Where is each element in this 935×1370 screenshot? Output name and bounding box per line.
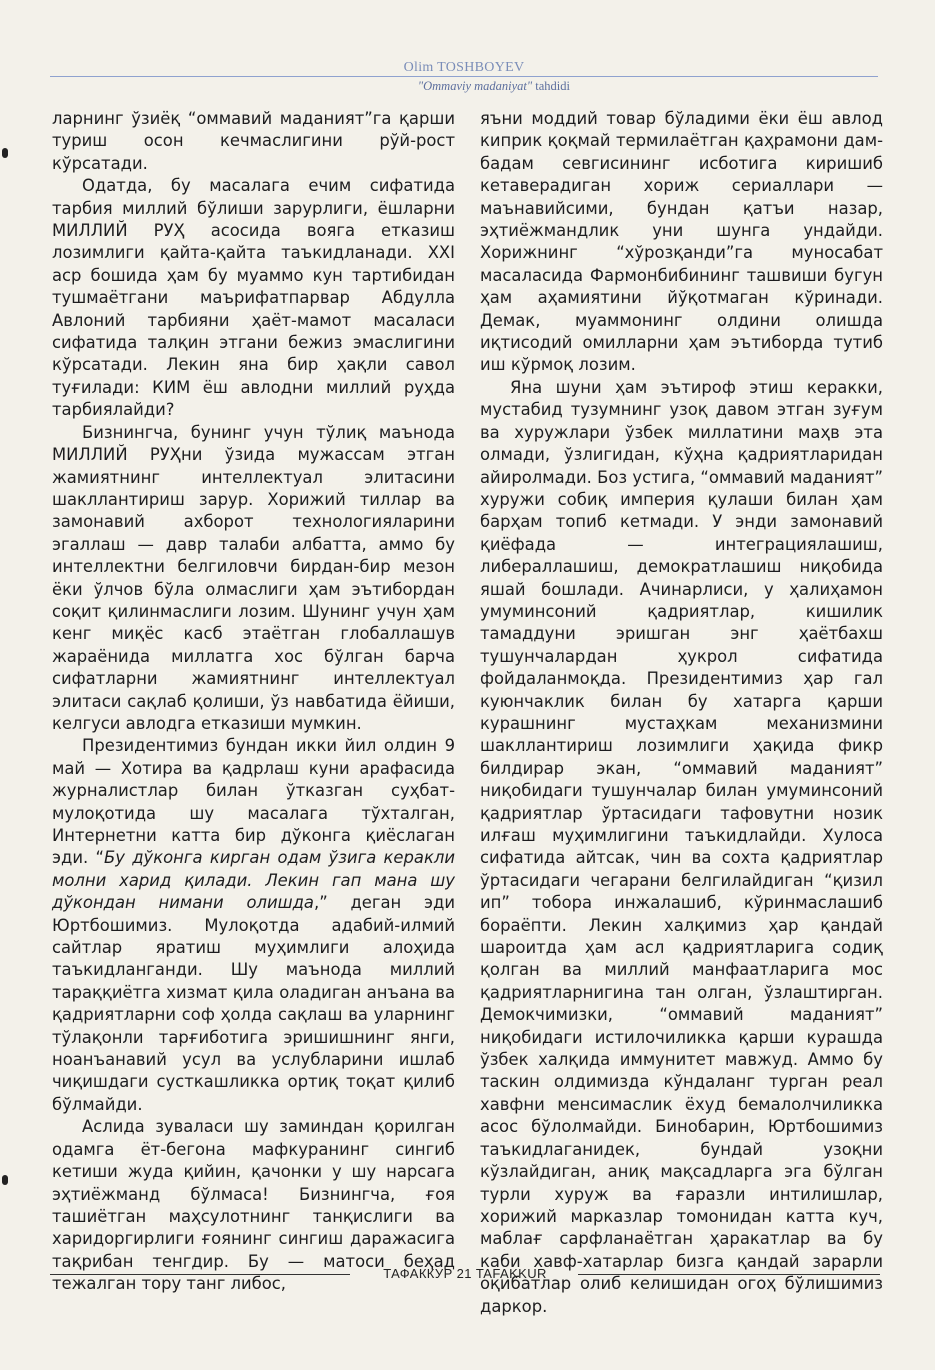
footer-rule-right <box>578 1274 880 1275</box>
paragraph: Аслида зуваласи шу заминдан қорилган одамга ёт-бегона мафкуранинг сингиб кетиши жуда қийин, қачонки у шу нарсага эҳтиёжманд бўлмаса! Бизнингча, ғоя ташиётган маҳсулотнинг танқислиги ва харидоргирлиги ғоянинг сингиш даражасига тақрибан тенгдир. Бу — матоси беҳад тежалган тору танг либос, <box>52 1117 455 1294</box>
header-author: Olim TOSHBOYEV <box>403 60 525 75</box>
paragraph: ларнинг ўзиёқ “оммавий маданият”га қарши туриш осон кечмаслигини рўй-рост кўрсатади. <box>52 109 455 173</box>
paragraph: Бизнингча, бунинг учун тўлиқ маънода МИЛЛИЙ РУҲни ўзида мужассам этган жамиятнинг интеллектуал элитасини шакллантириш зарур. Хорижий тиллар ва замонавий ахборот технологияларини эгаллаш — давр талаби албатта, аммо бу интеллектни белгиловчи бирдан-бир мезон ёки ўлчов бўла олмаслиги ҳам эътибордан соқит қилинмаслиги лозим. Шунинг учун ҳам кенг миқёс касб этаётган глобаллашув жараёнида миллатга хос бўлган барча сифатларни жамиятнинг интеллектуал элитаси сақлаб қолиши, ўз навбатида ёйиши, келгуси авлодга етказиши мумкин. <box>52 422 455 733</box>
paragraph: Яна шуни ҳам эътироф этиш керакки, мустабид тузумнинг узоқ давом этган зуғум ва хуружлари ўзбек миллатини маҳв эта олмади, ўзлигидан, кўҳна қадриятларидан айиролмади. Боз устига, “оммавий маданият” хуружи собиқ империя қулаши билан ҳам барҳам топиб кетмади. У энди замонавий қиёфада — интеграциялашиш, либераллашиш, демократлашиш ниқобида яшай бошлади. Ачинарлиси, у ҳалиҳамон умуминсоний қадриятлар, кишилик тамаддуни эришган энг ҳаётбахш тушунчалардан ҳукрол сифатида фойдаланмоқда. Президентимиз ҳар гал куюнчаклик билан бу хатарга қарши курашнинг мустаҳкам механизмини шакллантириш лозимлиги ҳақида фикр билдирар экан, “оммавий маданият” ниқобидаги тушунчалар билан умуминсоний қадриятлар ўртасидаги тафовутни нозик илғаш муҳимлигини таъкидлайди. Хулоса сифатида айтсак, чин ва сохта қадриятлар ўртасидаги чегарани белгилайдиган “қизил ип” тобора инжалашиб, кўринмаслашиб бораёпти. Лекин халқимиз ҳар қандай шароитда ҳам асл қадриятларига содиқ қолган ва миллий манфаатларига мос қадриятларнигина тан олган, ўзлаштирган. Демокчимизки, “оммавий маданият” ниқобидаги истилочиликка қарши курашда ўзбек халқида иммунитет мавжуд. Аммо бу таскин олдимизда кўндаланг турган реал хавфни менсимаслик ёхуд бемалолчиликка асос бўлолмайди. Бинобарин, Юртбошимиз таъкидлаганидек, бундай узоқни кўзлайдиган, аниқ мақсадларга эга бўлган турли хуруж ва ғаразли интилишлар, хорижий марказлар томонидан катта куч, маблағ сарфланаётган ҳаракатлар ва бу каби хавф-хатарлар бизга қандай зарарли оқибатлар олиб келишидан огоҳ бўлишимиз даркор. <box>480 377 883 1316</box>
paragraph <box>52 735 455 1116</box>
punch-hole-mark <box>2 1175 8 1185</box>
header-subtitle-rest: tahdidi <box>532 79 570 93</box>
footer-folio: ТАФАККУР 21 TAFAKKUR <box>383 1266 547 1281</box>
header-subtitle <box>418 79 570 94</box>
paragraph-text: ,” деган эди Юртбошимиз. Мулоқотда адабий-илмий сайтлар яратиш муҳимлиги алоҳида таъкидланганди. Шу маънода миллий тараққиётга хизмат қила оладиган анъана ва қадриятларни соф ҳолда сақлаш ва уларнинг тўлақонли тарғиботига эришишнинг янги, ноанъанавий усул ва услубларини ишлаб чиқишдаги сусткашликка ортиқ тоқат қилиб бўлмайди. <box>52 893 455 1114</box>
president-quote: Бу дўконга кирган одам ўзига керакли молни харид қилади. Лекин гап мана шу дўкондан нимани олишда <box>52 848 455 913</box>
header-subtitle-quoted: "Ommaviy madaniyat" <box>417 79 533 93</box>
paragraph: Одатда, бу масалага ечим сифатида тарбия миллий бўлиши зарурлиги, ёшларни МИЛЛИЙ РУҲ асосида вояга етказиш лозимлиги қайта-қайта таъкидланади. XXI аср бошида ҳам бу муаммо кун тартибидан тушмаётгани маърифатпарвар Абдулла Авлоний тарбияни ҳаёт-мамот масаласи сифатида талқин этгани бежиз эмаслигини кўрсатади. Лекин яна бир ҳақли савол туғилади: КИМ ёш авлодни миллий руҳда тарбиялайди? <box>52 176 455 420</box>
left-column <box>52 108 455 1296</box>
page-header <box>50 60 878 100</box>
page-footer <box>50 1264 880 1284</box>
right-column <box>480 108 883 1318</box>
punch-hole-mark <box>2 148 8 158</box>
paragraph-text: Президентимиз бундан икки йил олдин 9 май — Хотира ва қадрлаш куни арафасида журналистлар билан ўтказган суҳбат-мулоқотида шу масалага тўхталган, Интернетни катта бир дўконга қиёслаган эди. “ <box>52 736 455 868</box>
header-rule <box>50 76 878 77</box>
paragraph: яъни моддий товар бўладими ёки ёш авлод киприк қоқмай термилаётган қаҳрамони дам-бадам севгисининг исботига киришиб кетаверадиган хориж сериаллари — маънавийсими, бундан қатъи назар, эҳтиёжмандлик уни шунга ундайди. Хорижнинг “хўрозқанди”га муносабат масаласида Фармонбибининг ташвиши бугун ҳам аҳамиятини йўқотмаган кўринади. Демак, муаммонинг олдини олишда иқтисодий омилларни ҳам эътиборда тутиб иш кўрмоқ лозим. <box>480 109 883 375</box>
